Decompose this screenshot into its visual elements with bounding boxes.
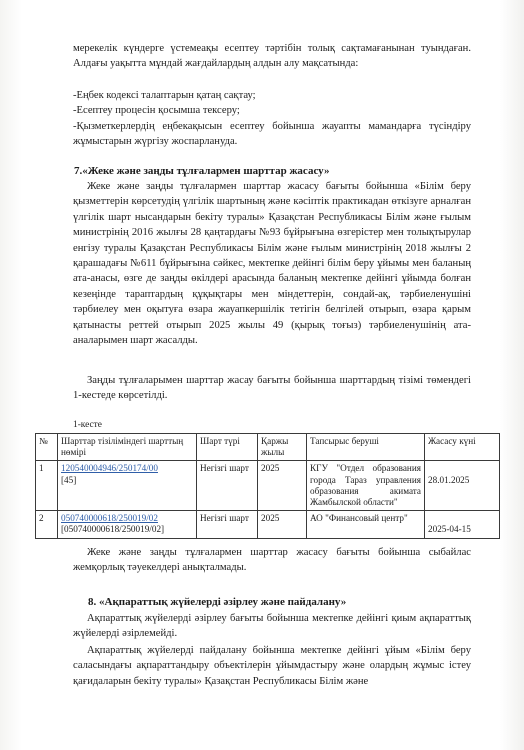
section-7-paragraph-3: Жеке және заңды тұлғалармен шарттар жасасу бағыты бойынша сыбайлас жемқорлық тәуекелдері анықталмады. bbox=[73, 547, 471, 574]
bullet-item: -Есептеу процесін қосымша тексеру; bbox=[73, 105, 240, 116]
header-date: Жасасу күні bbox=[425, 434, 500, 461]
cell-customer: КГУ "Отдел образования города Тараз управления образования акимата Жамбылской области" bbox=[307, 461, 425, 511]
bullet-item: -Қызметкерлердің еңбекақысын есептеу бойынша жауапты мамандарға түсіндіру жұмыстарын жүргізу жоспарлануда. bbox=[73, 121, 471, 148]
cell-year: 2025 bbox=[258, 461, 307, 511]
header-customer: Тапсырыс беруші bbox=[307, 434, 425, 461]
paragraph-intro: мерекелік күндерге үстемеақы есептеу тәртібін толық сақтамағанынан туындаған. Алдағы уақытта мұндай жағдайлардың алдын алу мақсатында: bbox=[73, 43, 471, 70]
section-7-paragraph-1: Жеке және заңды тұлғалармен шарттар жасасу бағыты бойынша «Білім беру қызметтерін көрсетудің үлгілік шартының және кәсіптік практикадан өткізуге арналған үлгілік шарт нысандарын бекіту туралы» Қазақстан Республикасы Білім және ғылым министрінің 2016 жылғы 28 қаңтардағы №93 бұйрығына өзгерістер мен толықтырулар енгізу туралы Қазақстан Республикасы Білім және ғылым министрінің 2018 жылғы 2 қарашадағы №611 бұйрығына сәйкес, мектепке дейінгі білім беру ұйымы мен баланың ата-анасы, өзге де заңды өкілдері арасында баланың мектепке дейінгі ұйымда болған кезеңінде тараптардың құқықтары мен міндеттерін, сондай-ақ, тәрбиеленушіні тәрбиелеу мен оқытуға өзара жауапкершілік тетігін белгілей отырып, өзара қарым қатынасты реттей отырып 2025 жылы 49 (қырық тоғыз) тәрбиеленушінің ата-аналарымен шарт жасалды. bbox=[73, 181, 471, 347]
cell-type: Негізгі шарт bbox=[197, 511, 258, 538]
contracts-table bbox=[35, 433, 500, 539]
bullet-item: -Еңбек кодексі талаптарын қатаң сақтау; bbox=[73, 90, 256, 101]
contract-extra: [050740000618/250019/02] bbox=[61, 524, 165, 535]
section-8-heading: 8. «Ақпараттық жүйелерді әзірлеу және пайдалану» bbox=[88, 596, 347, 608]
contract-link[interactable]: 120540004946/250174/00 bbox=[61, 463, 158, 474]
section-7-heading: 7.«Жеке және заңды тұлғалармен шарттар жасасу» bbox=[74, 165, 330, 177]
section-7-paragraph-2: Заңды тұлғаларымен шарттар жасау бағыты бойынша шарттардың тізімі төмендегі 1-кестеде көрсетілді. bbox=[73, 375, 471, 402]
header-contract-type: Шарт түрі bbox=[197, 434, 258, 461]
section-8-paragraph-1: Ақпараттық жүйелерді әзірлеу бағыты бойынша мектепке дейінгі қиым ақпараттық жүйелерді әзірлемейді. bbox=[73, 613, 471, 640]
cell-num: 1 bbox=[36, 461, 58, 511]
cell-contract bbox=[58, 461, 197, 511]
cell-date: 2025-04-15 bbox=[425, 511, 500, 538]
header-contract-number: Шарттар тізіліміндегі шарттың нөмірі bbox=[58, 434, 197, 461]
table-caption: 1-кесте bbox=[73, 420, 102, 430]
cell-year: 2025 bbox=[258, 511, 307, 538]
contract-extra: [45] bbox=[61, 474, 77, 485]
cell-type: Негізгі шарт bbox=[197, 461, 258, 511]
cell-date: 28.01.2025 bbox=[425, 461, 500, 511]
table-row bbox=[36, 461, 500, 511]
header-num: № bbox=[36, 434, 58, 461]
section-8-paragraph-2: Ақпараттық жүйелерді пайдалану бойынша мектепке дейінгі ұйым «Білім беру саласындағы ақпараттандыру объектілерін ұйымдастыру және олардың жұмыс істеу қағидаларын бекіту туралы» Қазақстан Республикасы Білім және bbox=[73, 645, 471, 687]
cell-num: 2 bbox=[36, 511, 58, 538]
contract-link[interactable]: 050740000618/250019/02 bbox=[61, 513, 158, 524]
cell-contract bbox=[58, 511, 197, 538]
cell-customer: АО "Финансовый центр" bbox=[307, 511, 425, 538]
table-row bbox=[36, 511, 500, 538]
table-header-row bbox=[36, 434, 500, 461]
header-fiscal-year: Қаржы жылы bbox=[258, 434, 307, 461]
